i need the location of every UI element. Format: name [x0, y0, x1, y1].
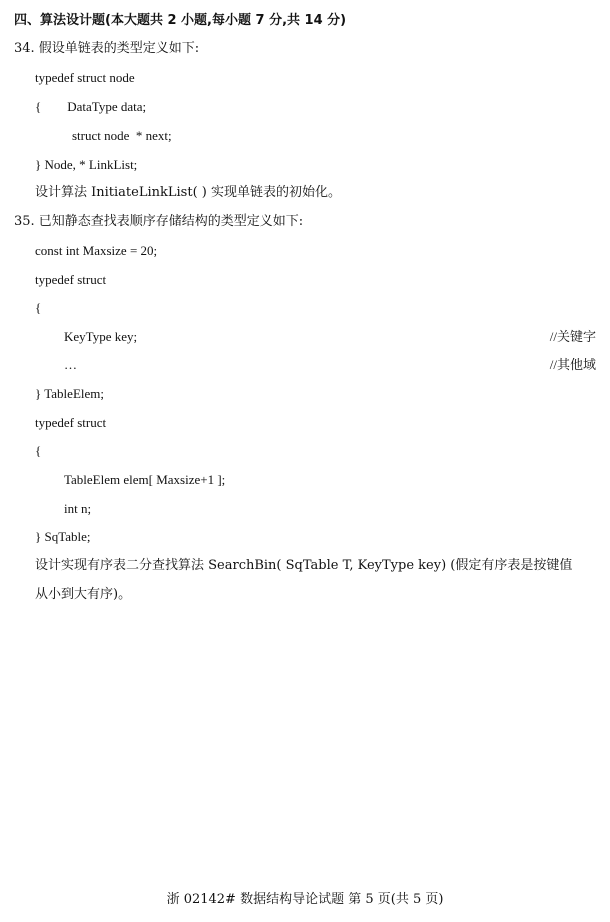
q35-code-line-3: {: [35, 300, 42, 315]
q35-comment-key: //关键字: [549, 329, 596, 344]
page-footer: 浙 02142# 数据结构导论试题 第 5 页(共 5 页): [166, 892, 444, 907]
q35-code-line-11: } SqTable;: [35, 529, 91, 544]
q35-code-line-7: typedef struct: [35, 415, 107, 430]
q35-code-line-4: KeyType key;: [64, 329, 138, 344]
q34-code-line-2: { DataType data;: [35, 99, 147, 114]
question-35-task-line-1: 设计实现有序表二分查找算法 SearchBin( SqTable T, KeyType key) (假定有序表是按键值: [35, 558, 573, 573]
q35-code-line-10: int n;: [64, 501, 92, 516]
q35-code-line-9: TableElem elem[ Maxsize+1 ];: [64, 472, 226, 487]
q34-code-line-4: } Node, * LinkList;: [35, 157, 138, 172]
question-35-task-line-2: 从小到大有序)。: [35, 587, 132, 602]
q34-code-line-3: struct node * next;: [72, 128, 172, 143]
q35-code-line-5: …: [64, 357, 77, 372]
q35-code-line-6: } TableElem;: [35, 386, 104, 401]
question-34-title: 34. 假设单链表的类型定义如下:: [14, 41, 200, 56]
question-35-title: 35. 已知静态查找表顺序存储结构的类型定义如下:: [14, 214, 304, 229]
q35-code-line-8: {: [35, 443, 42, 458]
q35-code-line-2: typedef struct: [35, 272, 107, 287]
q35-comment-other: //其他域: [549, 357, 596, 372]
q34-code-line-1: typedef struct node: [35, 70, 135, 85]
question-34-task: 设计算法 InitiateLinkList( ) 实现单链表的初始化。: [35, 185, 341, 200]
section-heading: 四、算法设计题(本大题共 2 小题,每小题 7 分,共 14 分): [14, 13, 347, 28]
q35-code-line-1: const int Maxsize = 20;: [35, 243, 158, 258]
